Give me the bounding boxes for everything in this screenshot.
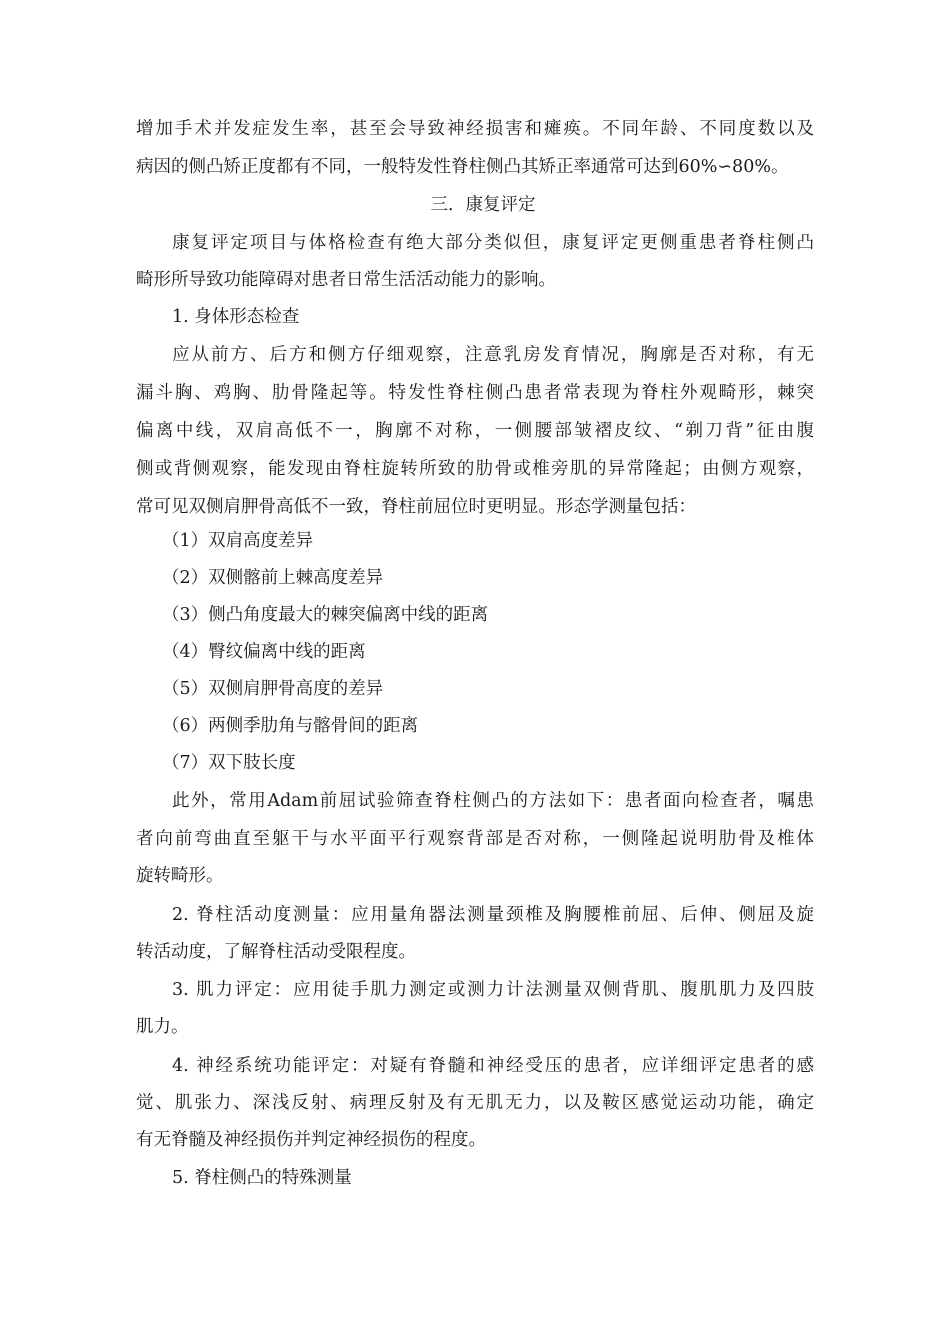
paragraph-line: 康复评定项目与体格检查有绝大部分类似但，康复评定更侧重患者脊柱侧凸 — [172, 233, 814, 253]
paragraph-line: 旋转畸形。 — [136, 866, 224, 886]
paragraph-line: 2. 脊柱活动度测量：应用量角器法测量颈椎及胸腰椎前屈、后伸、侧屈及旋 — [172, 905, 814, 925]
section-heading — [0, 193, 950, 217]
paragraph-line: 增加手术并发症发生率，甚至会导致神经损害和瘫痪。不同年龄、不同度数以及 — [136, 119, 814, 139]
paragraph-line: 偏离中线，双肩高低不一，胸廓不对称，一侧腰部皱褶皮纹、“剃刀背”征由腹 — [136, 421, 814, 441]
paragraph-line: 有无脊髓及神经损伤并判定神经损伤的程度。 — [136, 1130, 486, 1150]
paragraph-line: 肌力。 — [136, 1017, 189, 1037]
section-heading-text: 三．康复评定 — [430, 195, 536, 215]
list-item: （2）双侧髂前上棘高度差异 — [162, 568, 384, 588]
paragraph-line: 常可见双侧肩胛骨高低不一致，脊柱前屈位时更明显。形态学测量包括： — [136, 497, 696, 517]
paragraph-line: 转活动度，了解脊柱活动受限程度。 — [136, 942, 416, 962]
list-item: （5）双侧肩胛骨高度的差异 — [162, 679, 384, 699]
paragraph-line: 侧或背侧观察，能发现由脊柱旋转所致的肋骨或椎旁肌的异常隆起；由侧方观察， — [136, 459, 814, 479]
paragraph-line: 应从前方、后方和侧方仔细观察，注意乳房发育情况，胸廓是否对称，有无 — [172, 345, 814, 365]
paragraph-line: 4. 神经系统功能评定：对疑有脊髓和神经受压的患者，应详细评定患者的感 — [172, 1056, 814, 1076]
list-item: （6）两侧季肋角与髂骨间的距离 — [162, 716, 419, 736]
subsection-heading: 5. 脊柱侧凸的特殊测量 — [172, 1168, 352, 1188]
paragraph-line: 病因的侧凸矫正度都有不同，一般特发性脊柱侧凸其矫正率通常可达到60%∽80%。 — [136, 157, 789, 177]
list-item: （4）臀纹偏离中线的距离 — [162, 642, 366, 662]
paragraph-line: 3. 肌力评定：应用徒手肌力测定或测力计法测量双侧背肌、腹肌肌力及四肢 — [172, 980, 814, 1000]
paragraph-line: 畸形所导致功能障碍对患者日常生活活动能力的影响。 — [136, 270, 556, 290]
list-item: （1）双肩高度差异 — [162, 531, 314, 551]
paragraph-line: 此外，常用Adam前屈试验筛查脊柱侧凸的方法如下：患者面向检查者，嘱患 — [172, 791, 814, 811]
paragraph-line: 者向前弯曲直至躯干与水平面平行观察背部是否对称，一侧隆起说明肋骨及椎体 — [136, 829, 814, 849]
paragraph-line: 漏斗胸、鸡胸、肋骨隆起等。特发性脊柱侧凸患者常表现为脊柱外观畸形，棘突 — [136, 383, 814, 403]
paragraph-line: 觉、肌张力、深浅反射、病理反射及有无肌无力，以及鞍区感觉运动功能，确定 — [136, 1093, 814, 1113]
list-item: （7）双下肢长度 — [162, 753, 296, 773]
list-item: （3）侧凸角度最大的棘突偏离中线的距离 — [162, 605, 489, 625]
subsection-heading: 1. 身体形态检查 — [172, 307, 300, 327]
